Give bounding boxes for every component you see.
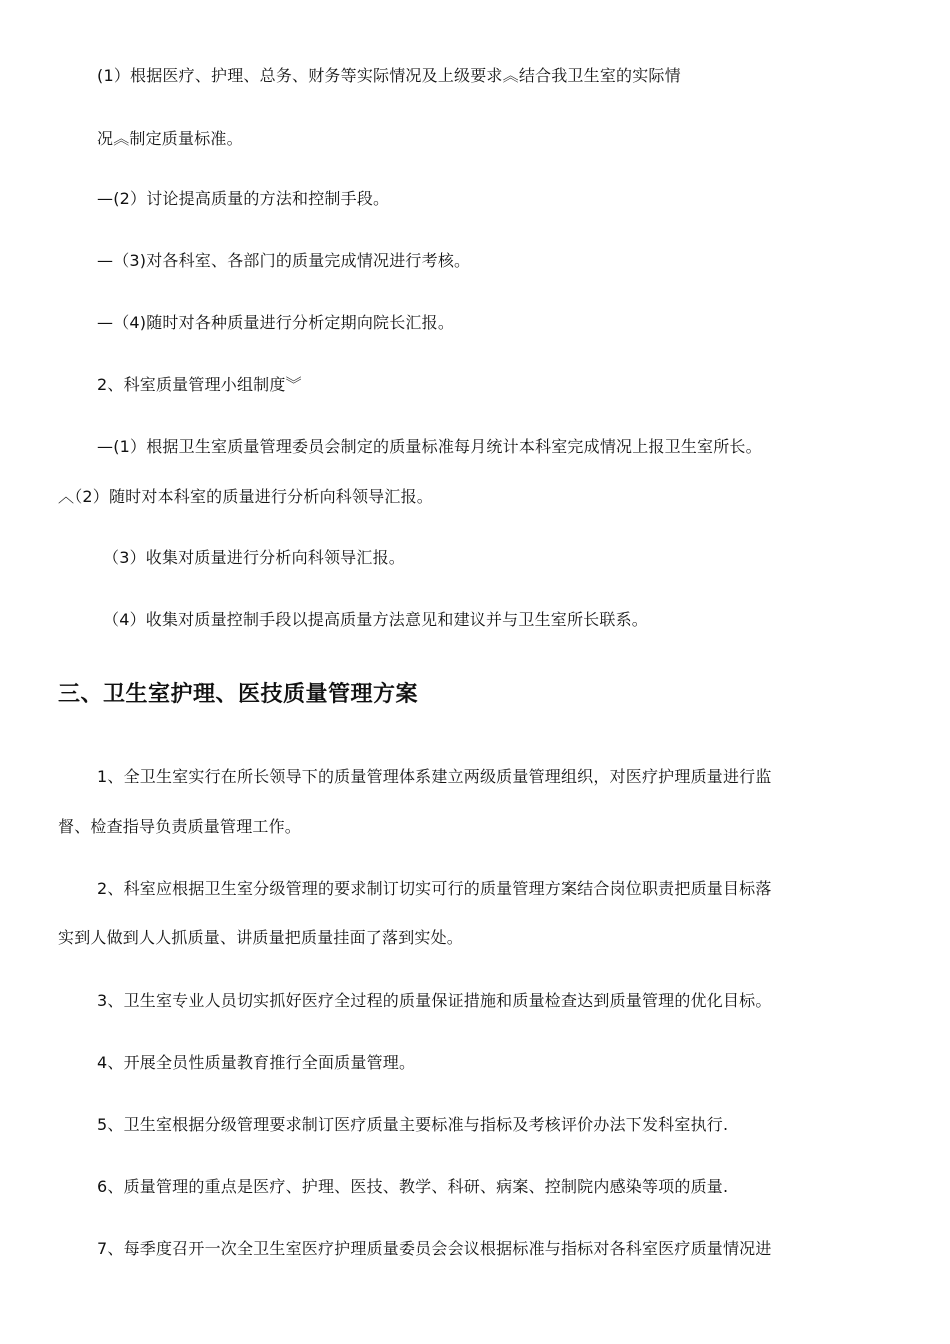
paragraph-1-line-2: 督、检查指导负责质量管理工作。 xyxy=(58,817,302,836)
paragraph-2-line-1: 2、科室应根据卫生室分级管理的要求制订切实可行的质量管理方案结合岗位职责把质量目标落 xyxy=(97,879,772,898)
paragraph-6: 6、质量管理的重点是医疗、护理、医技、教学、科研、病案、控制院内感染等项的质量. xyxy=(97,1177,729,1196)
subheading-department-quality-group: 2、科室质量管理小组制度︾ xyxy=(97,375,302,394)
item-1-line-2: 况︽制定质量标准。 xyxy=(97,129,243,148)
paragraph-1-line-1: 1、全卫生室实行在所长领导下的质量管理体系建立两级质量管理组织，对医疗护理质量进行监 xyxy=(97,767,772,786)
item-1-line-1: (1）根据医疗、护理、总务、财务等实际情况及上级要求︽结合我卫生室的实际情 xyxy=(97,66,681,85)
item-2: —(2）讨论提高质量的方法和控制手段。 xyxy=(97,189,390,208)
paragraph-2-line-2: 实到人做到人人抓质量、讲质量把质量挂面了落到实处。 xyxy=(58,928,464,947)
group-item-2: ︿（2）随时对本科室的质量进行分析向科领导汇报。 xyxy=(58,487,433,506)
item-3: —（3)对各科室、各部门的质量完成情况进行考核。 xyxy=(97,251,471,270)
section-three-title: 三、卫生室护理、医技质量管理方案 xyxy=(58,682,419,707)
group-item-3: （3）收集对质量进行分析向科领导汇报。 xyxy=(103,548,405,567)
item-4: —（4)随时对各种质量进行分析定期向院长汇报。 xyxy=(97,313,455,332)
paragraph-3: 3、卫生室专业人员切实抓好医疗全过程的质量保证措施和质量检查达到质量管理的优化目标。 xyxy=(97,991,772,1010)
group-item-1: —(1）根据卫生室质量管理委员会制定的质量标准每月统计本科室完成情况上报卫生室所长。 xyxy=(97,437,762,456)
group-item-4: （4）收集对质量控制手段以提高质量方法意见和建议并与卫生室所长联系。 xyxy=(103,610,648,629)
paragraph-7: 7、每季度召开一次全卫生室医疗护理质量委员会会议根据标准与指标对各科室医疗质量情况进 xyxy=(97,1239,772,1258)
paragraph-4: 4、开展全员性质量教育推行全面质量管理。 xyxy=(97,1053,416,1072)
paragraph-5: 5、卫生室根据分级管理要求制订医疗质量主要标准与指标及考核评价办法下发科室执行. xyxy=(97,1115,729,1134)
